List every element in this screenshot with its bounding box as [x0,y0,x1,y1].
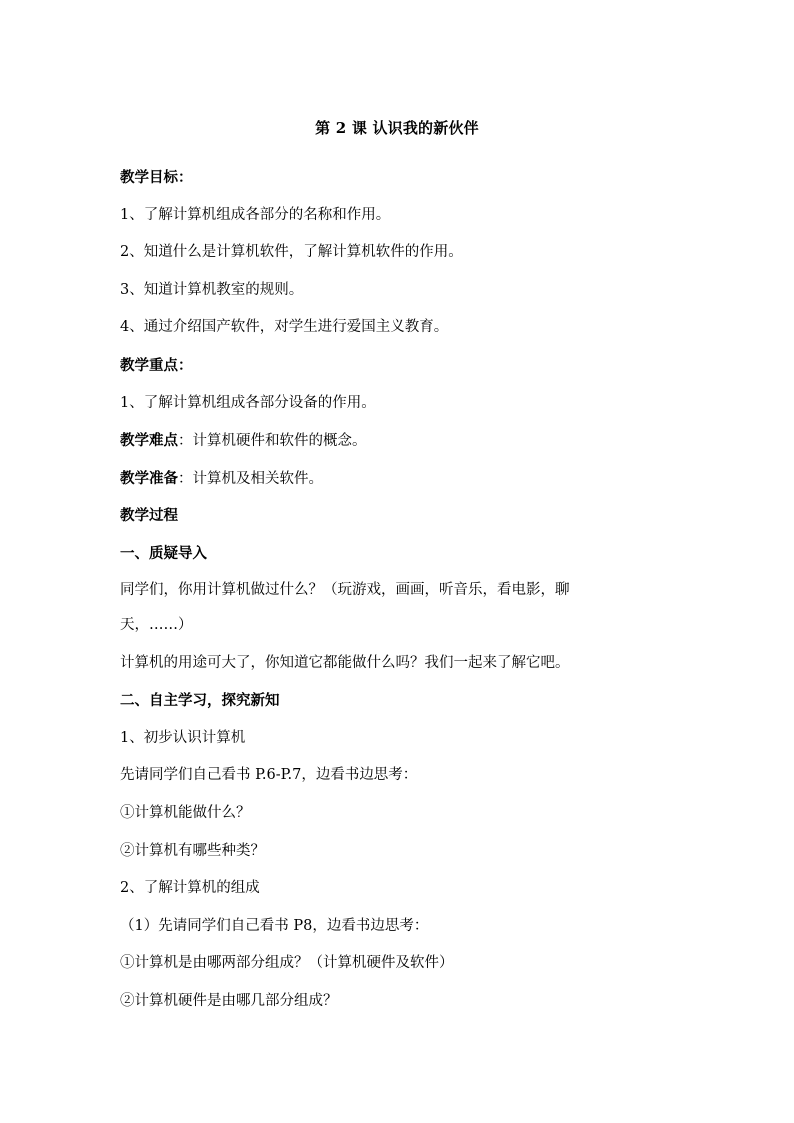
section1-heading: 一、质疑导入 [120,544,207,562]
key-points-heading: 教学重点： [120,356,193,374]
section2-heading: 二、自主学习，探究新知 [120,692,280,710]
section2-line: （1）先请同学们自己看书 P8，边看书边思考： [120,917,429,934]
section2-line: 1、初步认识计算机 [120,729,246,746]
section1-paragraph1: 同学们，你用计算机做过什么？（玩游戏，画画，听音乐，看电影，聊天，……） [120,581,570,633]
goal-item: 1、了解计算机组成各部分的名称和作用。 [120,206,391,223]
section2-line: 2、了解计算机的组成 [120,880,260,897]
section2-line: 先请同学们自己看书 P.6-P.7，边看书边思考： [120,767,418,784]
preparation-text: ：计算机及相关软件。 [178,470,323,487]
section2-line: ①计算机能做什么？ [120,804,251,821]
goal-item: 2、知道什么是计算机软件，了解计算机软件的作用。 [120,244,463,261]
section2-line: ②计算机硬件是由哪几部分组成？ [120,992,338,1009]
goals-heading: 教学目标： [120,169,193,186]
goal-item: 4、通过介绍国产软件，对学生进行爱国主义教育。 [120,319,449,336]
difficulty-text: ：计算机硬件和软件的概念。 [178,433,367,450]
preparation-line [120,460,620,498]
document-body [120,159,620,1020]
lesson-title: 第 2 课 认识我的新伙伴 [315,119,479,137]
key-point-item: 1、了解计算机组成各部分设备的作用。 [120,394,376,411]
section2-line: ②计算机有哪些种类？ [120,842,265,859]
difficulty-label: 教学难点 [120,432,178,450]
section1-paragraph2: 计算机的用途可大了，你知道它都能做什么吗？我们一起来了解它吧。 [120,654,570,671]
difficulty-line [120,422,620,460]
preparation-label: 教学准备 [120,469,178,487]
goal-item: 3、知道计算机教室的规则。 [120,281,304,298]
process-heading: 教学过程 [120,507,178,525]
section2-line: ①计算机是由哪两部分组成？（计算机硬件及软件） [120,955,454,972]
